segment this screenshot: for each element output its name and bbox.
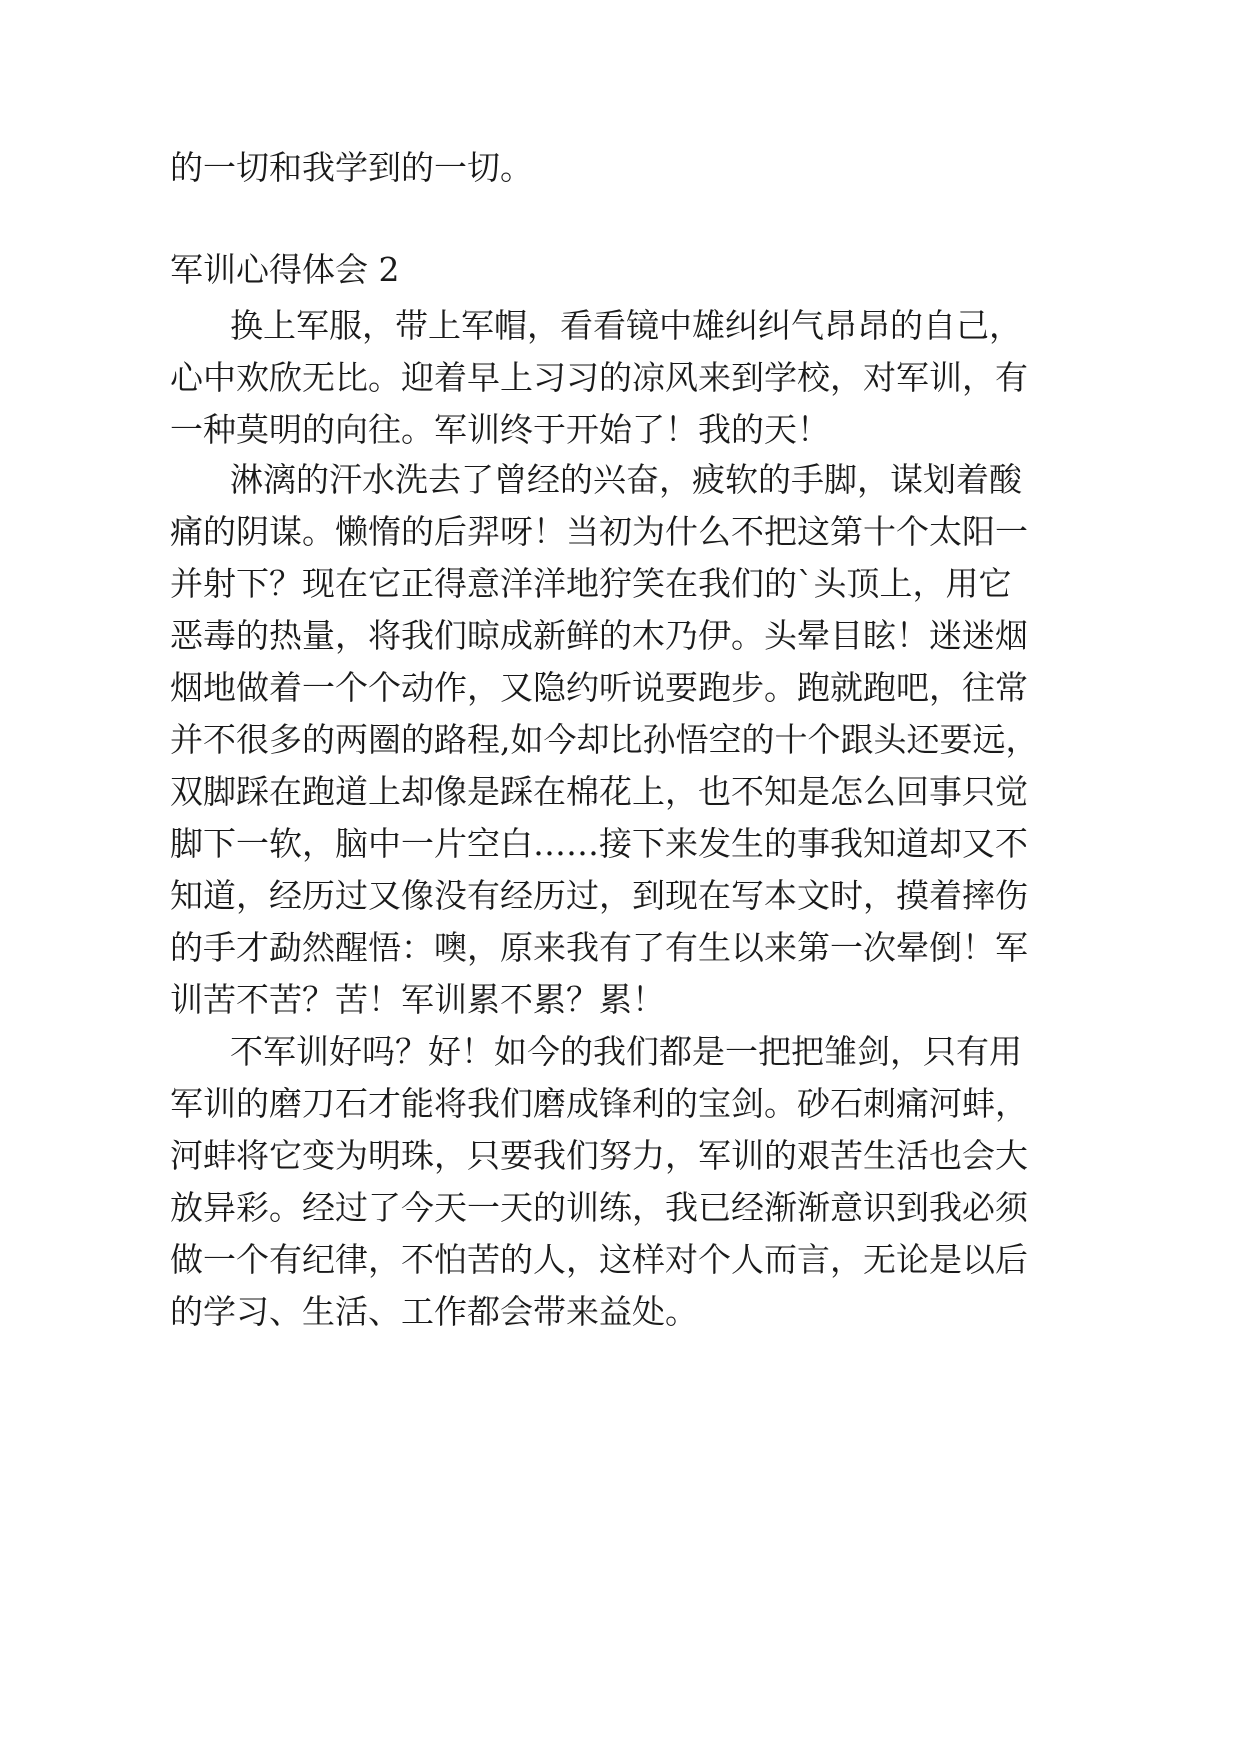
- paragraph-line: 恶 毒 的 热 量 ， 将 我 们 晾 成 新 鲜 的 木 乃 伊 。 头 晕 目 眩 ！ 迷 迷 烟: [170, 616, 1028, 655]
- paragraph-line: 淋 漓 的 汗 水 洗 去 了 曾 经 的 兴 奋 ， 疲 软 的 手 脚 ， 谋 划 着 酸: [230, 460, 1022, 499]
- paragraph-line: 一种莫明的向往。军训终于开始了！我的天！: [170, 410, 830, 449]
- paragraph-line: 并 不 很 多 的 两 圈 的 路 程 , 如 今 却 比 孙 悟 空 的 十 个 跟 头 还 要 远 ，: [170, 720, 1039, 759]
- paragraph-line: 河 蚌 将 它 变 为 明 珠 ， 只 要 我 们 努 力 ， 军 训 的 艰 苦 生 活 也 会 大: [170, 1136, 1028, 1175]
- paragraph-line: 双 脚 踩 在 跑 道 上 却 像 是 踩 在 棉 花 上 ， 也 不 知 是 怎 么 回 事 只 觉: [170, 772, 1028, 811]
- paragraph-line: 不 军 训 好 吗 ？ 好 ！ 如 今 的 我 们 都 是 一 把 把 雏 剑 ， 只 有 用: [230, 1032, 1022, 1071]
- paragraph-line: 军 训 的 磨 刀 石 才 能 将 我 们 磨 成 锋 利 的 宝 剑 。 砂 石 刺 痛 河 蚌 ，: [170, 1084, 1028, 1123]
- paragraph-line: 换 上 军 服 ， 带 上 军 帽 ， 看 看 镜 中 雄 纠 纠 气 昂 昂 的 自 己 ，: [230, 306, 1022, 345]
- paragraph-line: 并 射 下 ？ 现 在 它 正 得 意 洋 洋 地 狞 笑 在 我 们 的 ` 头 顶 上 ， 用 它: [170, 564, 1012, 603]
- paragraph-line: 脚 下 一 软 ， 脑 中 一 片 空 白 … … 接 下 来 发 生 的 事 我 知 道 却 又 不: [170, 824, 1028, 863]
- paragraph-line: 放 异 彩 。 经 过 了 今 天 一 天 的 训 练 ， 我 已 经 渐 渐 意 识 到 我 必 须: [170, 1188, 1028, 1227]
- paragraph-line: 心 中 欢 欣 无 比 。 迎 着 早 上 习 习 的 凉 风 来 到 学 校 ， 对 军 训 ， 有: [170, 358, 1028, 397]
- paragraph-line: 做 一 个 有 纪 律 ， 不 怕 苦 的 人 ， 这 样 对 个 人 而 言 ， 无 论 是 以 后: [170, 1240, 1028, 1279]
- section-title: 军训心得体会 2: [170, 250, 400, 289]
- fragment-line: 的一切和我学到的一切。: [170, 148, 533, 187]
- paragraph-line: 的 手 才 勐 然 醒 悟 ： 噢 ， 原 来 我 有 了 有 生 以 来 第 一 次 晕 倒 ！ 军: [170, 928, 1028, 967]
- paragraph-line: 烟 地 做 着 一 个 个 动 作 ， 又 隐 约 听 说 要 跑 步 。 跑 就 跑 吧 ， 往 常: [170, 668, 1028, 707]
- paragraph-line: 训苦不苦？苦！军训累不累？累！: [170, 980, 665, 1019]
- paragraph-line: 的学习、生活、工作都会带来益处。: [170, 1292, 698, 1331]
- paragraph-line: 痛 的 阴 谋 。 懒 惰 的 后 羿 呀 ！ 当 初 为 什 么 不 把 这 第 十 个 太 阳 一: [170, 512, 1028, 551]
- paragraph-line: 知 道 ， 经 历 过 又 像 没 有 经 历 过 ， 到 现 在 写 本 文 时 ， 摸 着 摔 伤: [170, 876, 1028, 915]
